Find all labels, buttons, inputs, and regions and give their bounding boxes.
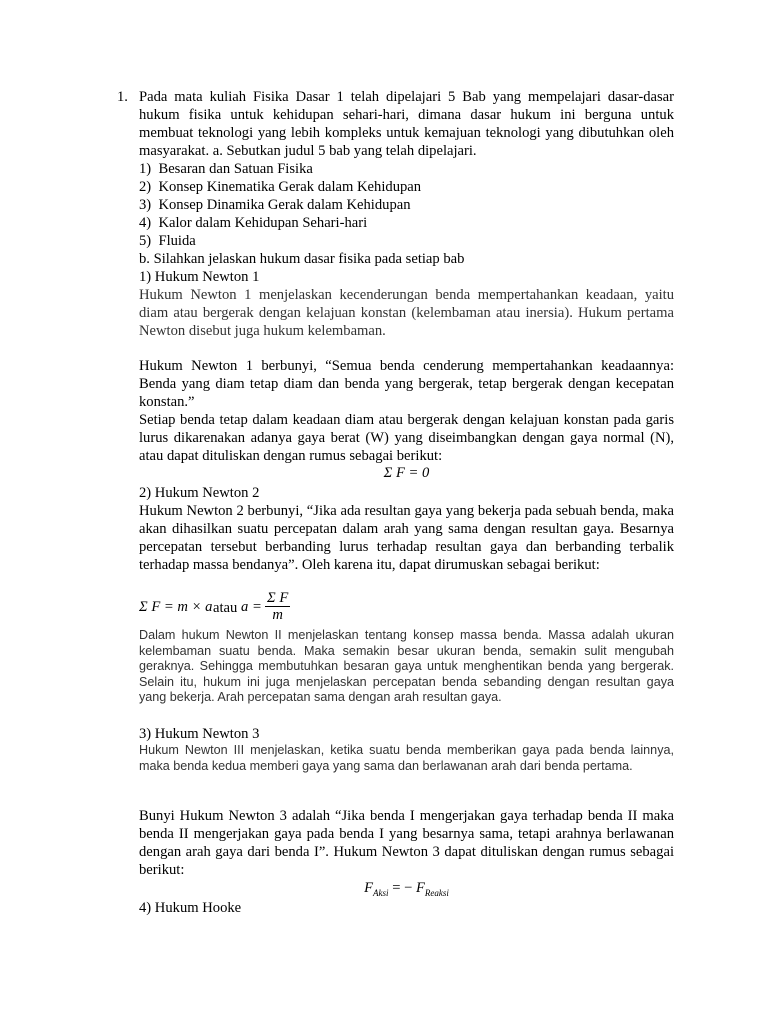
newton1-statement: Hukum Newton 1 berbunyi, “Semua benda cenderung mempertahankan keadaannya: Benda yang diam tetap diam dan benda yang bergerak, tetap bergerak dengan kecepatan konstan.” [139,358,674,410]
newton2-formula-a: a = [241,599,262,615]
chapter-item: 4) Kalor dalam Kehidupan Sehari-hari [139,215,368,231]
chapter-item: 3) Konsep Dinamika Gerak dalam Kehidupan [139,197,411,213]
question-number: 1. [117,89,128,105]
newton3-statement: Bunyi Hukum Newton 3 adalah “Jika benda I mengerjakan gaya terhadap benda II maka benda II mengerjakan gaya pada benda I yang besarnya sama, tetapi arahnya berlawanan dengan arah gaya dari benda I”. Hukum Newton 3 dapat dituliskan dengan rumus sebagai berikut: [139,808,674,878]
newton3-description: Hukum Newton III menjelaskan, ketika suatu benda memberikan gaya pada benda lainnya, maka benda kedua memberi gaya yang sama dan berlawanan arah dari benda pertama. [139,743,674,773]
newton2-formula [139,590,674,626]
chapter-item: 1) Besaran dan Satuan Fisika [139,161,313,177]
formula-equals-minus: = − [388,880,416,896]
newton2-heading: 2) Hukum Newton 2 [139,485,260,501]
chapter-item: 2) Konsep Kinematika Gerak dalam Kehidupan [139,179,422,195]
formula-f-reaksi: F [415,880,425,896]
newton1-explanation: Setiap benda tetap dalam keadaan diam atau bergerak dengan kelajuan konstan pada garis lurus dikarenakan adanya gaya berat (W) yang diseimbangkan dengan gaya normal (N), atau dapat dituliskan dengan rumus sebagai berikut: [139,412,674,464]
newton3-heading: 3) Hukum Newton 3 [139,726,260,742]
question-intro: Pada mata kuliah Fisika Dasar 1 telah dipelajari 5 Bab yang mempelajari dasar-dasar hukum fisika untuk kehidupan sehari-hari, dimana dasar hukum ini berguna untuk membuat teknologi yang lebih kompleks untuk kemajuan teknologi yang dibutuhkan oleh masyarakat. a. Sebutkan judul 5 bab yang telah dipelajari. [139,89,674,159]
formula-sub-reaksi: Reaksi [424,887,449,898]
newton1-formula: Σ F = 0 [383,465,430,481]
chapter-list [139,160,674,250]
newton2-statement: Hukum Newton 2 berbunyi, “Jika ada resultan gaya yang bekerja pada sebuah benda, maka akan dihasilkan suatu percepatan dalam arah yang sama dengan resultan gaya. Besarnya percepatan tersebut berbanding lurus terhadap resultan gaya dan berbanding terbalik terhadap massa bendanya”. Oleh karena itu, dapat dirumuskan sebagai berikut: [139,503,674,573]
newton1-description: Hukum Newton 1 menjelaskan kecenderungan benda mempertahankan keadaan, yaitu diam atau bergerak dengan kelajuan konstan (kelembaman atau inersia). Hukum pertama Newton disebut juga hukum kelembaman. [139,287,674,339]
newton3-formula [139,880,674,898]
hooke-heading: 4) Hukum Hooke [139,900,242,916]
newton2-fraction [265,590,290,623]
fraction-denominator: m [272,607,283,623]
newton1-heading: 1) Hukum Newton 1 [139,269,260,285]
fraction-numerator: Σ F [267,590,289,606]
part-b-prompt: b. Silahkan jelaskan hukum dasar fisika pada setiap bab [139,251,465,267]
newton2-formula-atau: atau [213,600,238,616]
formula-sub-aksi: Aksi [373,887,389,898]
chapter-item: 5) Fluida [139,233,196,249]
newton2-formula-left: Σ F = m × a [139,599,213,615]
newton2-description: Dalam hukum Newton II menjelaskan tentang konsep massa benda. Massa adalah ukuran kelembaman suatu benda. Maka semakin besar ukuran benda, semakin sulit mengubah geraknya. Sehingga membutuhkan besaran gaya untuk menghentikan benda yang bergerak. Selain itu, hukum ini juga menjelaskan percepatan benda sebanding dengan resultan gaya yang bekerja. Arah percepatan sama dengan arah resultan gaya. [139,628,674,704]
formula-f-aksi: F [364,880,374,896]
